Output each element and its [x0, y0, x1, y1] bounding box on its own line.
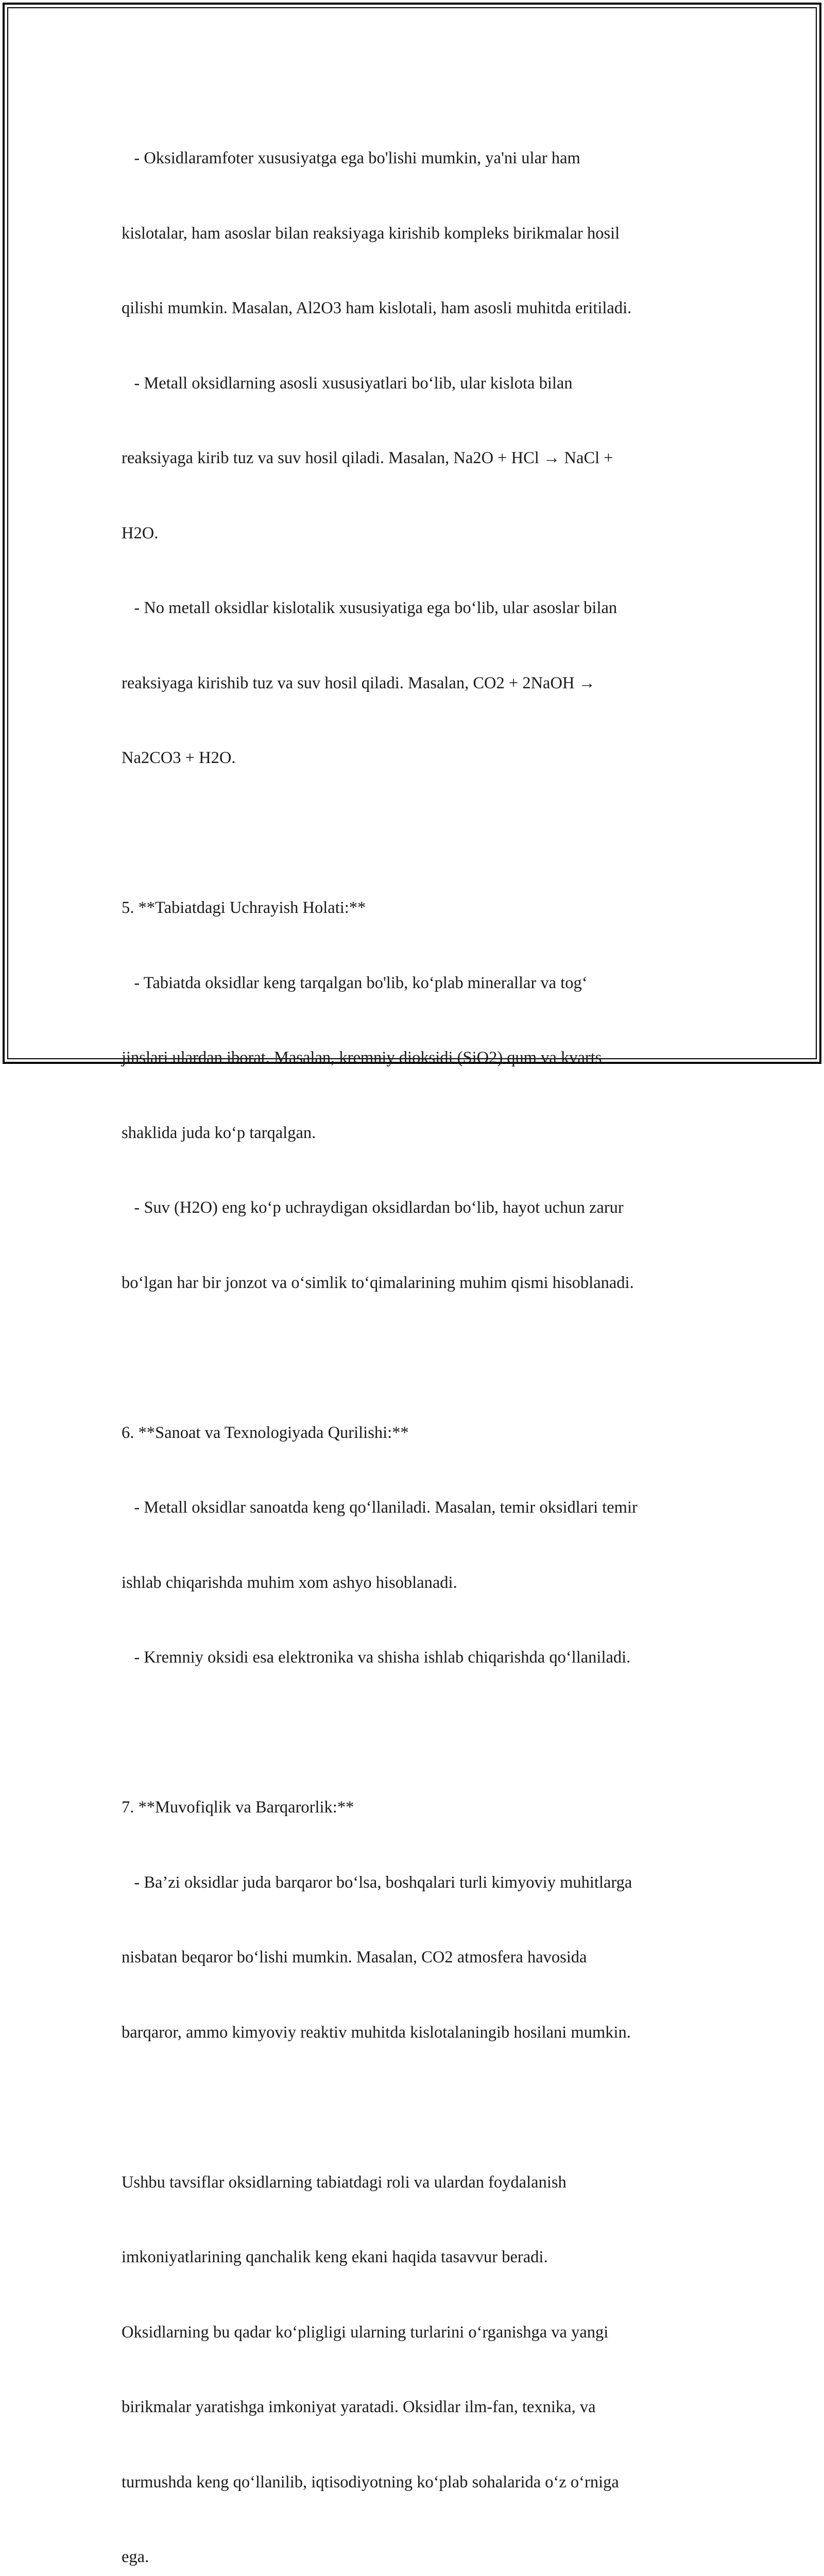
text-line: Ushbu tavsiflar oksidlarning tabiatdagi roli va ulardan foydalanish [122, 2173, 566, 2192]
text-line: - Tabiatda oksidlar keng tarqalgan bo'lib, koʻplab minerallar va togʻ [122, 973, 588, 992]
blank-line [122, 821, 709, 846]
text-line: reaksiyaga kirib tuz va suv hosil qiladi. Masalan, Na2O + HCl → NaCl + [122, 449, 613, 467]
text-line: - Metall oksidlar sanoatda keng qoʻllaniladi. Masalan, temir oksidlari temir [122, 1498, 638, 1517]
text-line: - Suv (H2O) eng koʻp uchraydigan oksidlardan boʻlib, hayot uchun zarur [122, 1198, 624, 1217]
text-line: - No metall oksidlar kislotalik xususiyatiga ega boʻlib, ular asoslar bilan [122, 599, 617, 617]
text-line: qilishi mumkin. Masalan, Al2O3 ham kislotali, ham asosli muhitda eritiladi. [122, 299, 632, 317]
section-heading: 5. **Tabiatdagi Uchrayish Holati:** [122, 899, 366, 917]
text-line: - Ba’zi oksidlar juda barqaror boʻlsa, boshqalari turli kimyoviy muhitlarga [122, 1873, 632, 1892]
text-line: - Oksidlaramfoter xususiyatga ega bo'lishi mumkin, ya'ni ular ham [122, 149, 580, 167]
text-line: nisbatan beqaror boʻlishi mumkin. Masalan, CO2 atmosfera havosida [122, 1948, 587, 1967]
text-line: boʻlgan har bir jonzot va oʻsimlik toʻqimalarining muhim qismi hisoblanadi. [122, 1273, 634, 1292]
text-line: ishlab chiqarishda muhim xom ashyo hisoblanadi. [122, 1573, 457, 1592]
text-line: - Metall oksidlarning asosli xususiyatlari boʻlib, ular kislota bilan [122, 374, 573, 393]
text-line: Na2CO3 + H2O. [122, 749, 236, 767]
text-line: Oksidlarning bu qadar koʻpligligi ularning turlarini oʻrganishga va yangi [122, 2323, 609, 2342]
text-line: imkoniyatlarining qanchalik keng ekani haqida tasavvur beradi. [122, 2248, 548, 2266]
text-line: barqaror, ammo kimyoviy reaktiv muhitda kislotalaningib hosilani mumkin. [122, 2023, 631, 2042]
text-line: - Kremniy oksidi esa elektronika va shisha ishlab chiqarishda qoʻllaniladi. [122, 1648, 631, 1667]
text-line: ega. [122, 2548, 149, 2566]
text-line: turmushda keng qoʻllanilib, iqtisodiyotning koʻplab sohalarida oʻz oʻrniga [122, 2472, 619, 2492]
text-line: H2O. [122, 523, 159, 543]
text-line: kislotalar, ham asoslar bilan reaksiyaga kirishib kompleks birikmalar hosil [122, 224, 620, 243]
text-line: jinslari ulardan iborat. Masalan, kremniy dioksidi (SiO2) qum va kvarts [122, 1048, 602, 1067]
document-body [122, 96, 709, 2576]
blank-line [122, 1720, 709, 1745]
blank-line [122, 2095, 709, 2120]
section-heading: 6. **Sanoat va Texnologiyada Qurilishi:** [122, 1423, 409, 1442]
section-heading: 7. **Muvofiqlik va Barqarorlik:** [122, 1798, 354, 1817]
text-line: birikmalar yaratishga imkoniyat yaratadi. Oksidlar ilm-fan, texnika, va [122, 2398, 596, 2416]
text-line: shaklida juda koʻp tarqalgan. [122, 1123, 316, 1142]
blank-line [122, 1345, 709, 1370]
text-line: reaksiyaga kirishib tuz va suv hosil qiladi. Masalan, CO2 + 2NaOH → [122, 673, 596, 692]
